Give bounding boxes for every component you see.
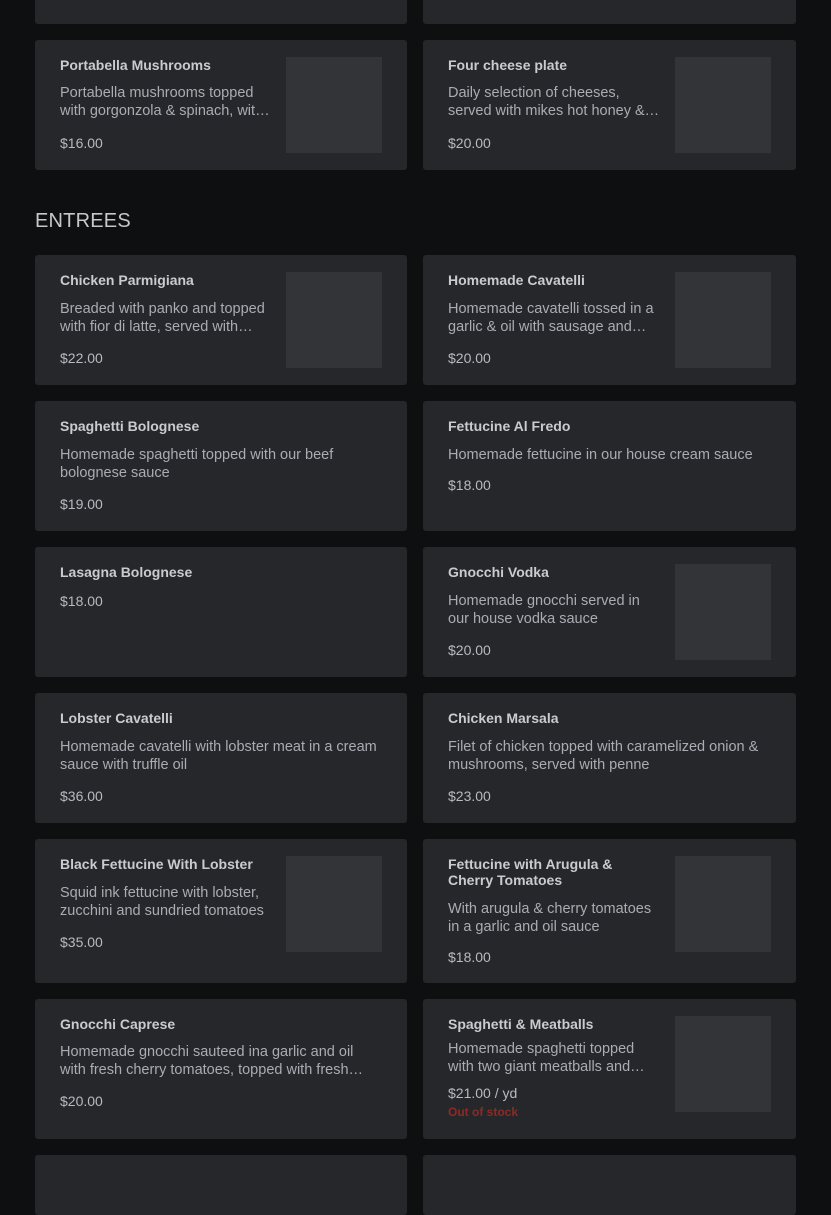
item-description: Homemade cavatelli tossed in a garlic & oil with sausage and <box>448 301 654 335</box>
item-description: Filet of chicken topped with caramelized onion & mushrooms, served with penne <box>448 739 759 773</box>
item-price: $20.00 <box>448 135 491 151</box>
item-name: Four cheese plate <box>448 57 568 73</box>
food-image <box>675 1016 771 1112</box>
menu-item-card[interactable] <box>423 0 796 24</box>
item-price: $20.00 <box>60 1093 103 1109</box>
food-image <box>675 272 771 368</box>
item-price: $35.00 <box>60 934 103 950</box>
item-description: Homemade fettucine in our house cream sauce <box>448 447 753 463</box>
item-description: Squid ink fettucine with lobster, zucchini and sundried tomatoes <box>60 885 264 919</box>
menu-item-card[interactable] <box>35 1155 407 1215</box>
item-price: $16.00 <box>60 135 103 151</box>
item-description: With arugula & cherry tomatoes in a garlic and oil sauce <box>448 901 652 935</box>
item-name: Fettucine Al Fredo <box>448 418 571 434</box>
item-price: $23.00 <box>448 788 491 804</box>
menu-item-card[interactable] <box>423 547 796 677</box>
menu-item-card[interactable] <box>423 693 796 823</box>
menu-item-card[interactable] <box>35 547 407 677</box>
item-price: $36.00 <box>60 788 103 804</box>
menu-item-card[interactable] <box>35 401 407 531</box>
menu-item-card[interactable] <box>35 255 407 385</box>
item-description: Homemade cavatelli with lobster meat in a cream sauce with truffle oil <box>60 739 377 773</box>
menu-item-card[interactable] <box>423 1155 796 1215</box>
food-image <box>286 57 382 153</box>
menu-item-card[interactable] <box>35 693 407 823</box>
item-description: Breaded with panko and topped with fior di latte, served with <box>60 301 265 335</box>
item-name: Lasagna Bolognese <box>60 564 193 580</box>
menu-item-card[interactable] <box>35 0 407 24</box>
menu-item-card[interactable] <box>423 401 796 531</box>
menu-item-card[interactable] <box>423 999 796 1139</box>
menu-item-card[interactable] <box>35 999 407 1139</box>
item-price: $18.00 <box>60 593 103 609</box>
item-price: $21.00 / yd <box>448 1085 518 1101</box>
item-description: Homemade spaghetti topped with our beef bolognese sauce <box>60 447 334 481</box>
item-description: Homemade gnocchi served in our house vodka sauce <box>448 593 640 627</box>
item-name: Spaghetti & Meatballs <box>448 1016 594 1032</box>
section-heading: ENTREES <box>35 210 131 232</box>
menu-item-card[interactable] <box>35 40 407 170</box>
item-name: Black Fettucine With Lobster <box>60 856 253 872</box>
item-description: Homemade gnocchi sauteed ina garlic and oil with fresh cherry tomatoes, topped with fresh <box>60 1044 354 1078</box>
item-name: Gnocchi Caprese <box>60 1016 176 1032</box>
food-image <box>286 856 382 952</box>
item-price: $20.00 <box>448 350 491 366</box>
food-image <box>286 272 382 368</box>
out-of-stock-label: Out of stock <box>448 1105 519 1119</box>
item-name: Spaghetti Bolognese <box>60 418 200 434</box>
item-name: Fettucine with Arugula & Cherry Tomatoes <box>448 856 613 888</box>
item-description: Portabella mushrooms topped with gorgonzola & spinach, with <box>60 85 264 119</box>
item-description: Homemade spaghetti topped with two giant meatballs and <box>448 1041 635 1075</box>
menu-item-card[interactable] <box>423 255 796 385</box>
item-name: Portabella Mushrooms <box>60 57 211 73</box>
item-description: Daily selection of cheeses, served with mikes hot honey & <box>448 85 645 119</box>
menu-item-card[interactable] <box>35 839 407 983</box>
item-name: Homemade Cavatelli <box>448 272 585 288</box>
food-image <box>675 564 771 660</box>
item-name: Chicken Parmigiana <box>60 272 194 288</box>
item-name: Lobster Cavatelli <box>60 710 173 726</box>
item-name: Chicken Marsala <box>448 710 559 726</box>
item-price: $20.00 <box>448 642 491 658</box>
item-price: $18.00 <box>448 477 491 493</box>
food-image <box>675 57 771 153</box>
item-price: $18.00 <box>448 949 491 965</box>
item-price: $19.00 <box>60 496 103 512</box>
food-image <box>675 856 771 952</box>
item-name: Gnocchi Vodka <box>448 564 549 580</box>
menu-item-card[interactable] <box>423 839 796 983</box>
menu-item-card[interactable] <box>423 40 796 170</box>
item-price: $22.00 <box>60 350 103 366</box>
